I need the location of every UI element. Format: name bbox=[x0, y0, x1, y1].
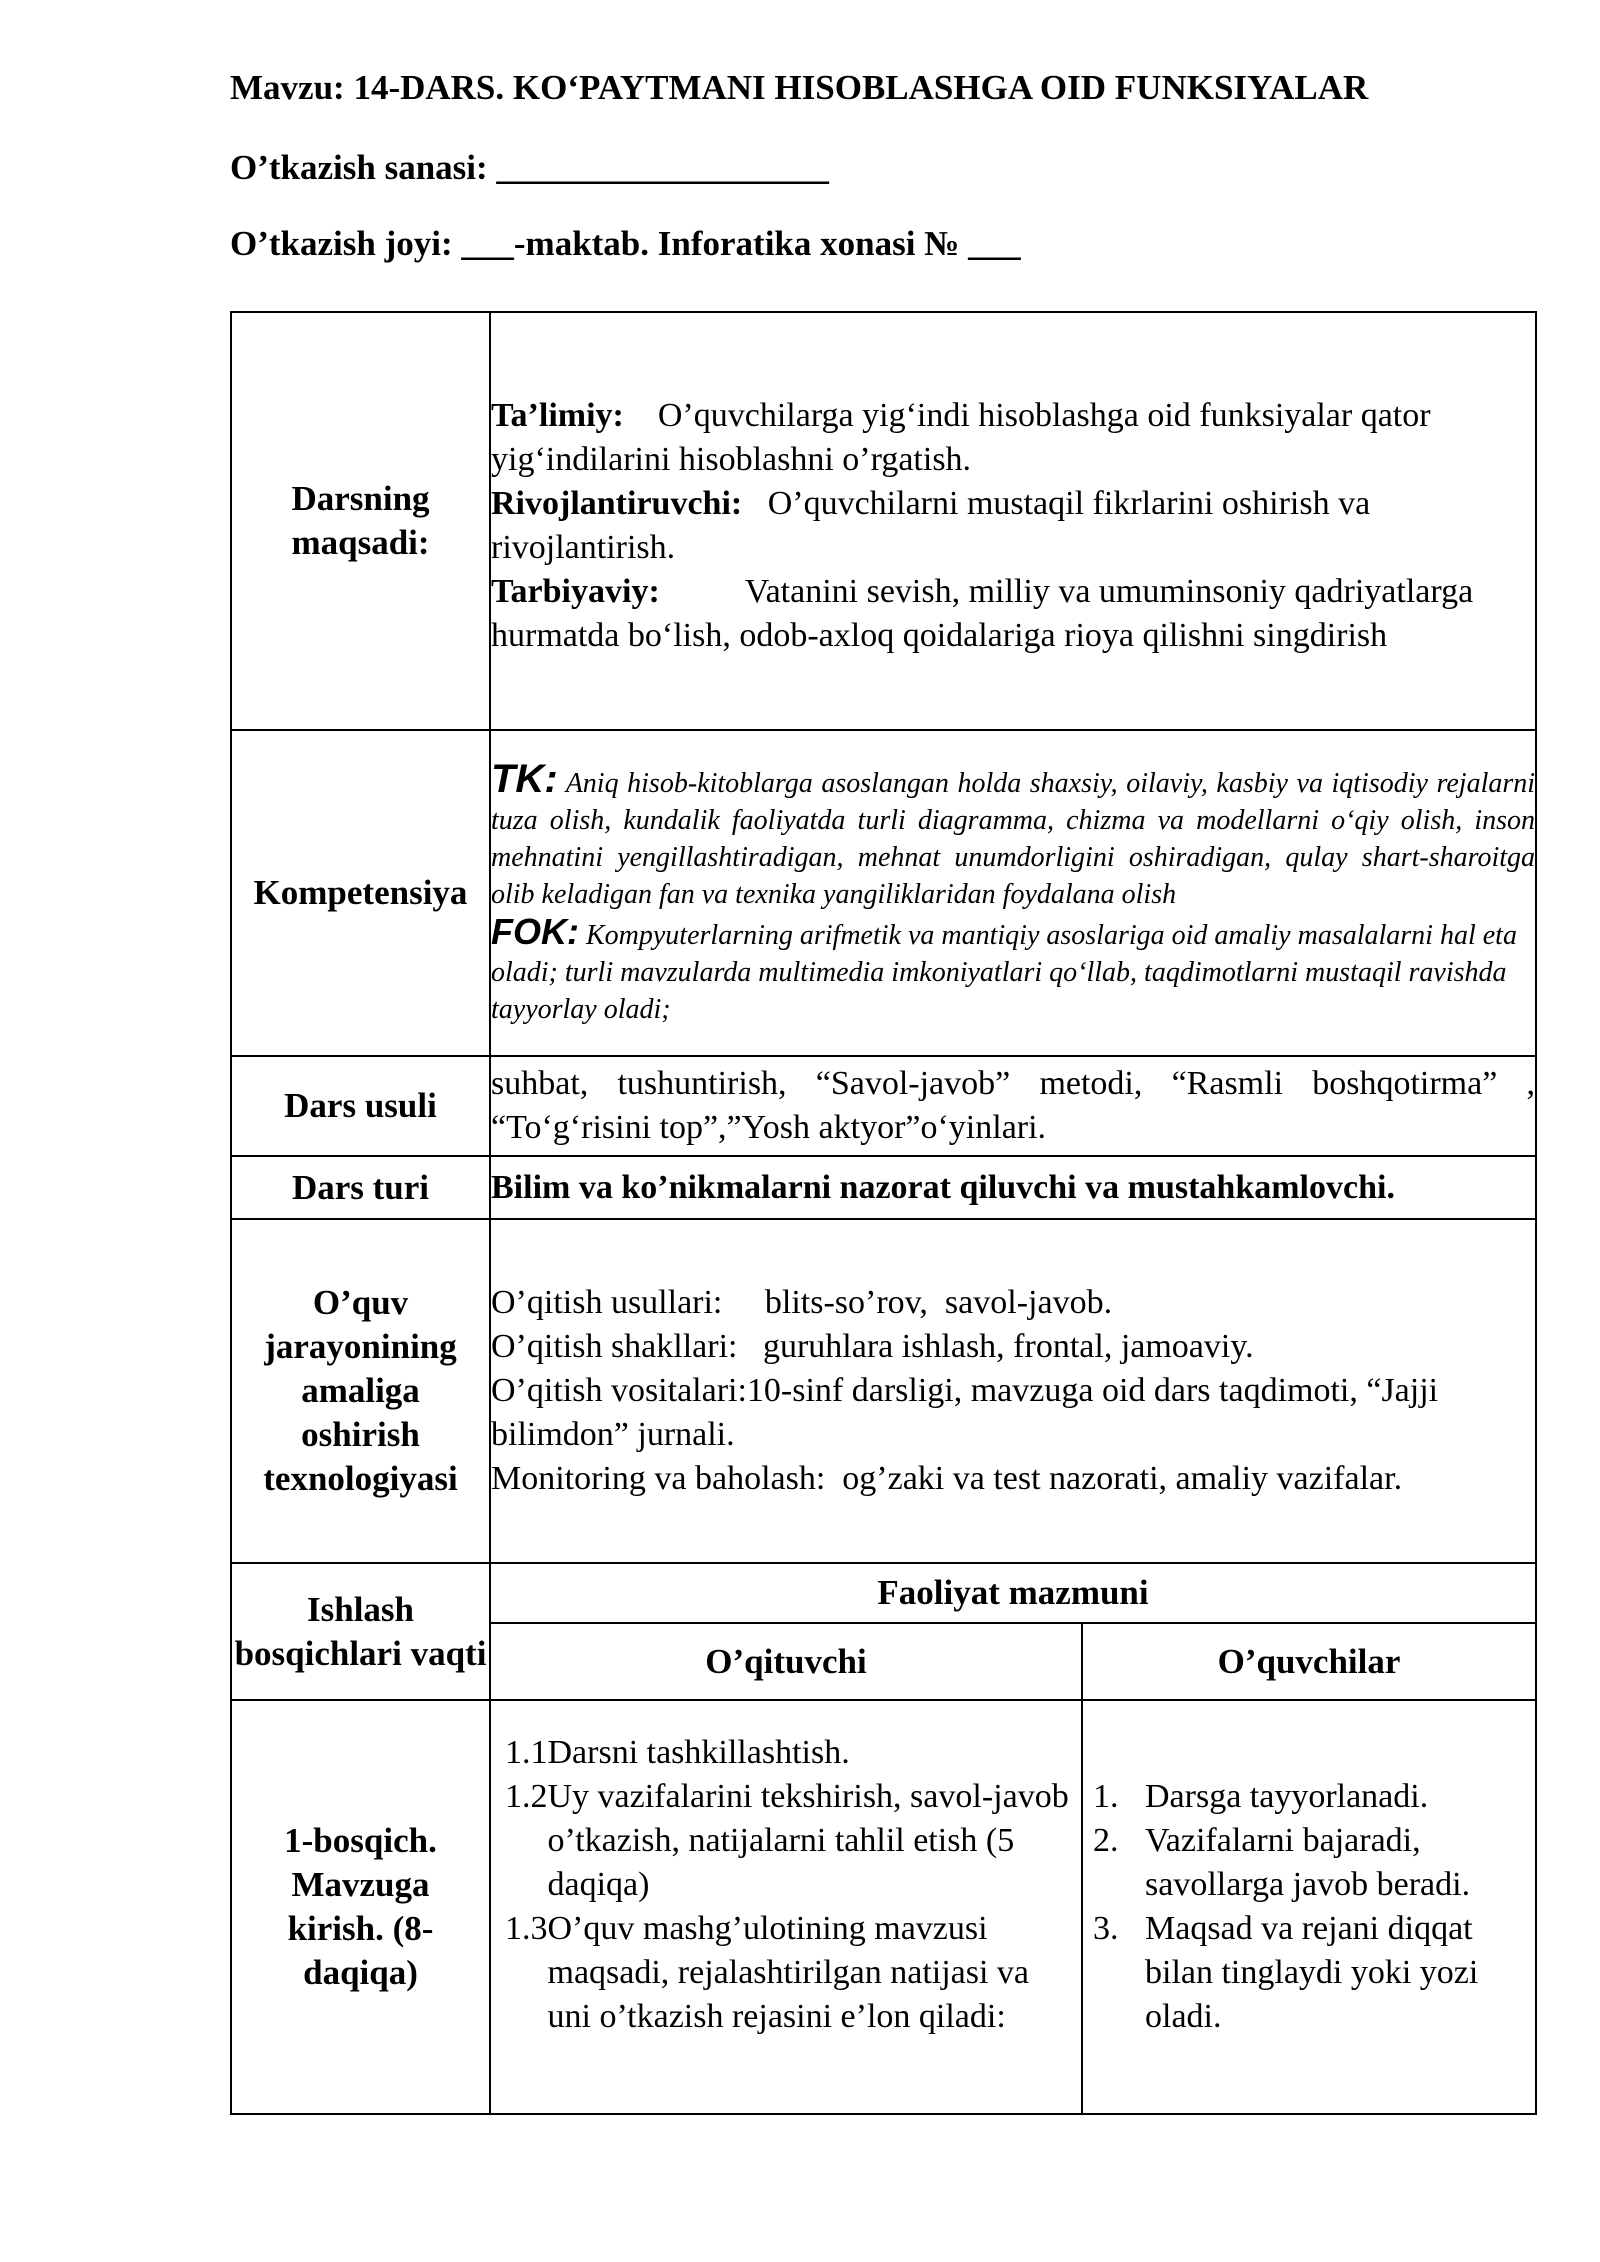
technology-label: O’quv jarayonining amaliga oshirish texnologiyasi bbox=[231, 1219, 490, 1563]
lesson-place-line: O’tkazish joyi: ___-maktab. Inforatika xonasi № ___ bbox=[230, 224, 1021, 263]
teacher-header: O’qituvchi bbox=[490, 1623, 1082, 1700]
technology-monitoring: Monitoring va baholash: og’zaki va test nazorati, amaliy vazifalar. bbox=[491, 1460, 1403, 1497]
teacher-step bbox=[505, 1907, 1069, 2039]
teacher-step bbox=[505, 1731, 1069, 1775]
row-competence bbox=[231, 730, 1536, 1056]
educational-text: O’quvchilarga yig‘indi hisoblashga oid funksiyalar qator yig‘indilarini hisoblashni o’rgatish. bbox=[491, 397, 1431, 478]
fok-text: Kompyuterlarning arifmetik va mantiqiy asoslariga oid amaliy masalalarni hal eta oladi; turli mavzularda multimedia imkoniyatlari qo‘llab, taqdimotlarni mustaqil ravishda tayyorlay oladi; bbox=[491, 919, 1517, 1025]
goal-content bbox=[490, 312, 1536, 730]
student-step-number: 2. bbox=[1093, 1822, 1119, 1859]
goal-educational bbox=[491, 394, 1535, 482]
student-step-text: Vazifalarni bajaradi, savollarga javob beradi. bbox=[1145, 1822, 1471, 1903]
stage-1-label: 1-bosqich. Mavzuga kirish. (8-daqiqa) bbox=[231, 1700, 490, 2114]
activity-content-header: Faoliyat mazmuni bbox=[490, 1563, 1536, 1623]
student-step-text: Darsga tayyorlanadi. bbox=[1145, 1778, 1429, 1815]
goal-developmental bbox=[491, 482, 1535, 570]
developmental-text: O’quvchilarni mustaqil fikrlarini oshirish va rivojlantirish. bbox=[491, 485, 1371, 566]
goal-label: Darsning maqsadi: bbox=[231, 312, 490, 730]
teacher-step bbox=[505, 1775, 1069, 1907]
row-stage-1 bbox=[231, 1700, 1536, 2114]
student-step bbox=[1093, 1819, 1523, 1907]
lesson-plan-table bbox=[230, 311, 1537, 2115]
students-steps-list bbox=[1093, 1775, 1523, 2039]
row-method bbox=[231, 1056, 1536, 1156]
student-step-number: 3. bbox=[1093, 1910, 1119, 1947]
goal-upbringing bbox=[491, 570, 1535, 658]
developmental-title: Rivojlantiruvchi: bbox=[491, 485, 743, 522]
type-label: Dars turi bbox=[231, 1156, 490, 1219]
teacher-step-text: Darsni tashkillashtish. bbox=[547, 1734, 850, 1771]
teacher-steps-list bbox=[505, 1731, 1069, 2039]
student-step bbox=[1093, 1907, 1523, 2039]
teacher-step-text: O’quv mashg’ulotining mavzusi maqsadi, rejalashtirilgan natijasi va uni o’tkazish rejasini e’lon qiladi: bbox=[547, 1910, 1030, 2035]
lesson-topic-heading: Mavzu: 14-DARS. KO‘PAYTMANI HISOBLASHGA OID FUNKSIYALAR bbox=[230, 68, 1369, 107]
teacher-step-number: 1.2 bbox=[505, 1778, 548, 1815]
tk-text: Aniq hisob-kitoblarga asoslangan holda shaxsiy, oilaviy, kasbiy va iqtisodiy rejalarni tuza olish, kundalik faoliyatda turli diagramma, chizma va modellarni o‘qiy olish, inson mehnatini yengillashtiradigan, mehnat unumdorligini oshiradigan, qulay shart-sharoitga olib keladigan fan va texnika yangiliklaridan foydalana olish bbox=[491, 767, 1536, 910]
students-header: O’quvchilar bbox=[1082, 1623, 1536, 1700]
competence-fok bbox=[491, 910, 1535, 1028]
technology-content bbox=[490, 1219, 1536, 1563]
educational-title: Ta’limiy: bbox=[491, 397, 624, 434]
stages-time-label: Ishlash bosqichlari vaqti bbox=[231, 1563, 490, 1700]
stage-1-students bbox=[1082, 1700, 1536, 2114]
competence-label: Kompetensiya bbox=[231, 730, 490, 1056]
row-technology bbox=[231, 1219, 1536, 1563]
fok-title: FOK: bbox=[491, 910, 579, 952]
row-type bbox=[231, 1156, 1536, 1219]
stage-1-teacher bbox=[490, 1700, 1082, 2114]
technology-forms: O’qitish shakllari: guruhlara ishlash, frontal, jamoaviy. bbox=[491, 1328, 1254, 1365]
student-step bbox=[1093, 1775, 1523, 1819]
row-activity-header bbox=[231, 1563, 1536, 1623]
upbringing-title: Tarbiyaviy: bbox=[491, 573, 660, 610]
lesson-date-line: O’tkazish sanasi: ___________________ bbox=[230, 148, 829, 187]
type-text: Bilim va ko’nikmalarni nazorat qiluvchi va mustahkamlovchi. bbox=[490, 1156, 1536, 1219]
tk-title: TK: bbox=[491, 756, 558, 801]
student-step-number: 1. bbox=[1093, 1778, 1119, 1815]
teacher-step-number: 1.3 bbox=[505, 1910, 548, 1947]
upbringing-text: Vatanini sevish, milliy va umuminsoniy qadriyatlarga hurmatda bo‘lish, odob-axloq qoidalariga rioya qilishni singdirish bbox=[491, 573, 1474, 654]
technology-methods: O’qitish usullari: blits-so’rov, savol-javob. bbox=[491, 1284, 1113, 1321]
teacher-step-number: 1.1 bbox=[505, 1734, 548, 1771]
technology-tools: O’qitish vositalari:10-sinf darsligi, mavzuga oid dars taqdimoti, “Jajji bilimdon” jurnali. bbox=[491, 1372, 1439, 1453]
competence-content bbox=[490, 730, 1536, 1056]
student-step-text: Maqsad va rejani diqqat bilan tinglaydi yoki yozi oladi. bbox=[1145, 1910, 1479, 2035]
teacher-step-text: Uy vazifalarini tekshirish, savol-javob o’tkazish, natijalarni tahlil etish (5 daqiqa) bbox=[547, 1778, 1069, 1903]
competence-tk bbox=[491, 756, 1536, 913]
method-label: Dars usuli bbox=[231, 1056, 490, 1156]
row-goal bbox=[231, 312, 1536, 730]
method-text: suhbat, tushuntirish, “Savol-javob” metodi, “Rasmli boshqotirma” , “To‘g‘risini top”,”Yosh aktyor”o‘yinlari. bbox=[490, 1056, 1536, 1156]
